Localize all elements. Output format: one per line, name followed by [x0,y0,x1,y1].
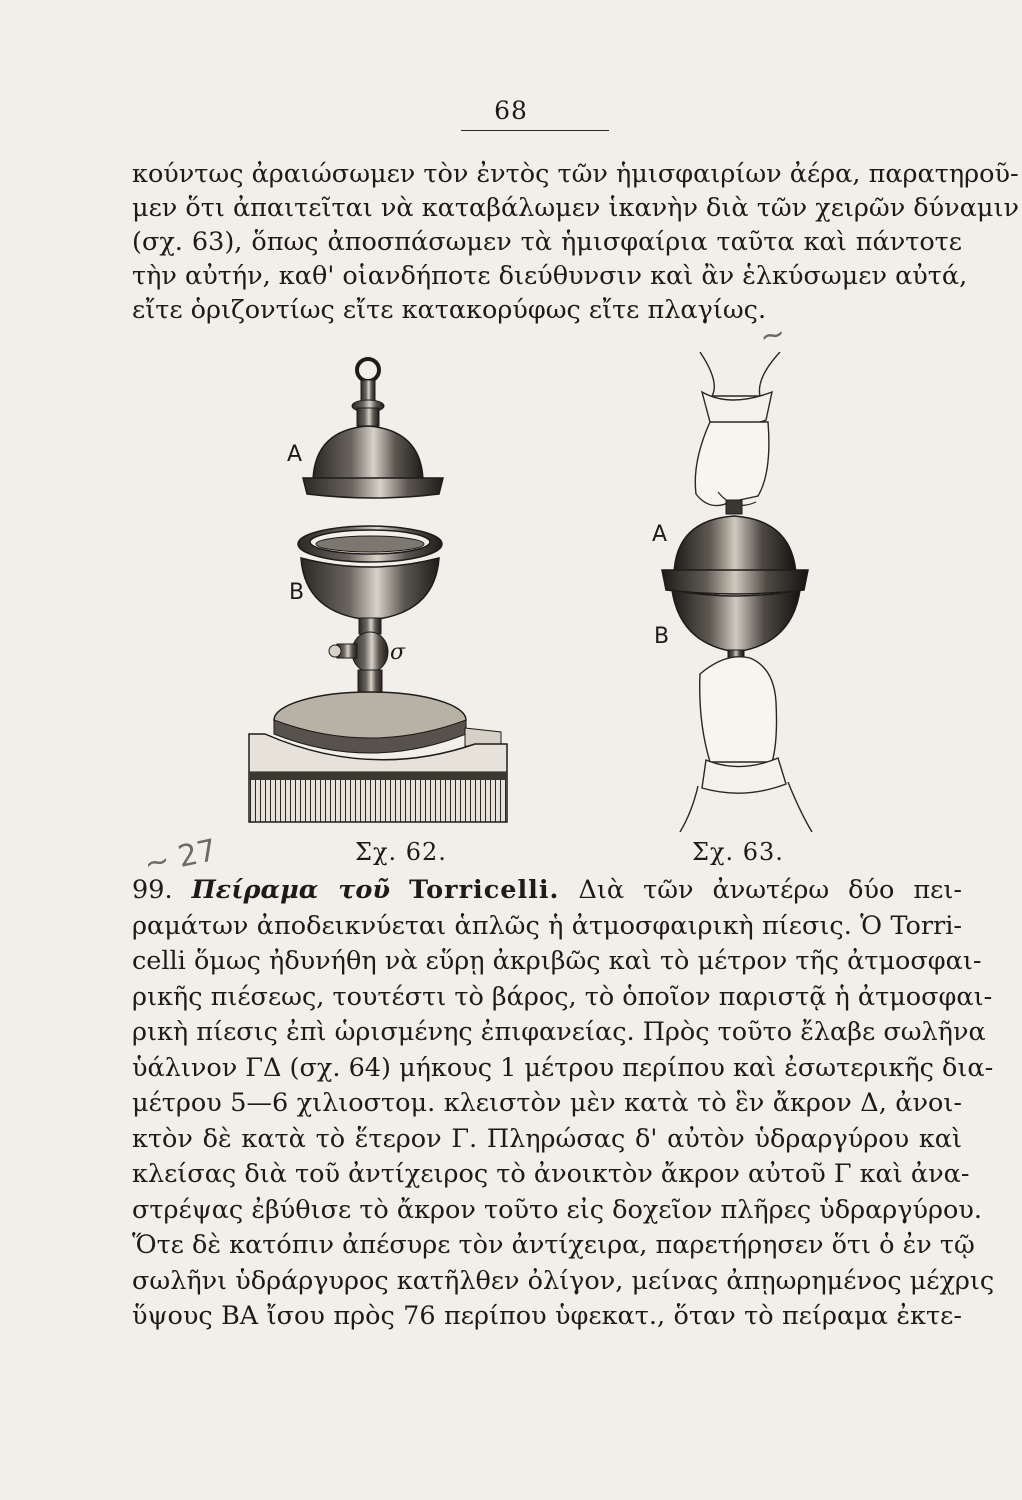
text-line: (σχ. 63), ὅπως ἀποσπάσωμεν τὰ ἡμισφαίρια ταῦτα καὶ πάντοτε [132,227,962,257]
page-number-rule [461,130,609,131]
figure-63 [640,352,840,832]
text-line: ρικὴ πίεσις ἐπὶ ὡρισμένης ἐπιφανείας. Πρὸς τοῦτο ἔλαβε σωλῆνα [132,1017,986,1047]
text-line: μέτρου 5—6 χιλιοστομ. κλειστὸν μὲν κατὰ τὸ ἓν ἄκρον Δ, ἀνοι- [132,1088,962,1118]
text-line: τὴν αὐτήν, καθ' οἱανδήποτε διεύθυνσιν καὶ ἂν ἑλκύσωμεν αὐτά, [132,261,968,291]
label-a: A [652,522,668,547]
section-number: 99. [132,875,173,905]
margin-pencil-mark: ~ 27 [141,832,220,883]
text-line: σωλῆνι ὑδράργυρος κατῆλθεν ὀλίγον, μείνας ἀπῃωρημένος μέχρις [132,1265,995,1296]
figure-62 [245,352,515,832]
label-a: A [287,442,303,467]
text-line: ὑάλινον ΓΔ (σχ. 64) μήκους 1 μέτρου περίπου καὶ ἐσωτερικῆς δια- [132,1052,994,1083]
text-line: Ὅτε δὲ κατόπιν ἀπέσυρε τὸν ἀντίχειρα, παρετήρησεν ὅτι ὁ ἐν τῷ [132,1230,975,1260]
label-sigma: σ [390,640,406,665]
paragraph-top [132,157,1019,327]
section-title: Πείραμα τοῦ [191,875,391,905]
margin-pencil-mark: ~ [756,315,789,356]
text-line: στρέψας ἐβύθισε τὸ ἄκρον τοῦτο εἰς δοχεῖον πλῆρες ὑδραργύρου. [132,1194,982,1225]
figure-62-caption: Σχ. 62. [355,838,447,866]
text-line: μεν ὅτι ἀπαιτεῖται νὰ καταβάλωμεν ἱκανὴν διὰ τῶν χειρῶν δύναμιν [132,193,1019,223]
text-line: ρικῆς πιέσεως, τουτέστι τὸ βάρος, τὸ ὁποῖον παριστᾷ ἡ ἀτμοσφαι- [132,981,993,1012]
section-name: Torricelli. [409,875,560,905]
text-line: ὕψους ΒΑ ἴσου πρὸς 76 περίπου ὑφεκατ., ὅταν τὸ πείραμα ἐκτε- [132,1301,962,1331]
label-b: B [654,624,670,649]
section-heading-line [132,873,962,909]
text-line: ραμάτων ἀποδεικνύεται ἁπλῶς ἡ ἀτμοσφαιρικὴ πίεσις. Ὁ Torri- [132,910,962,941]
text-line: celli ὅμως ἠδυνήθη νὰ εὕρῃ ἀκριβῶς καὶ τὸ μέτρον τῆς ἀτμοσφαι- [132,946,982,976]
text-line: κτὸν δὲ κατὰ τὸ ἕτερον Γ. Πληρώσας δ' αὐτὸν ὑδραργύρου καὶ [132,1123,962,1154]
figure-63-caption: Σχ. 63. [692,838,784,866]
hands-pulling-hemispheres-illustration [640,352,840,832]
page-number: 68 [494,96,528,125]
label-b: B [289,580,305,605]
text-line: εἴτε ὁριζοντίως εἴτε κατακορύφως εἴτε πλαγίως. [132,295,767,325]
text-line: κούντως ἀραιώσωμεν τὸν ἐντὸς τῶν ἡμισφαιρίων ἀέρα, παρατηροῦ- [132,159,1019,189]
section-99 [132,873,995,1335]
magdeburg-hemispheres-apparatus-illustration [245,352,515,832]
text-line: κλείσας διὰ τοῦ ἀντίχειρος τὸ ἀνοικτὸν ἄκρον αὐτοῦ Γ καὶ ἀνα- [132,1159,970,1189]
text-fragment: Διὰ τῶν ἀνωτέρω δύο πει- [578,875,962,905]
